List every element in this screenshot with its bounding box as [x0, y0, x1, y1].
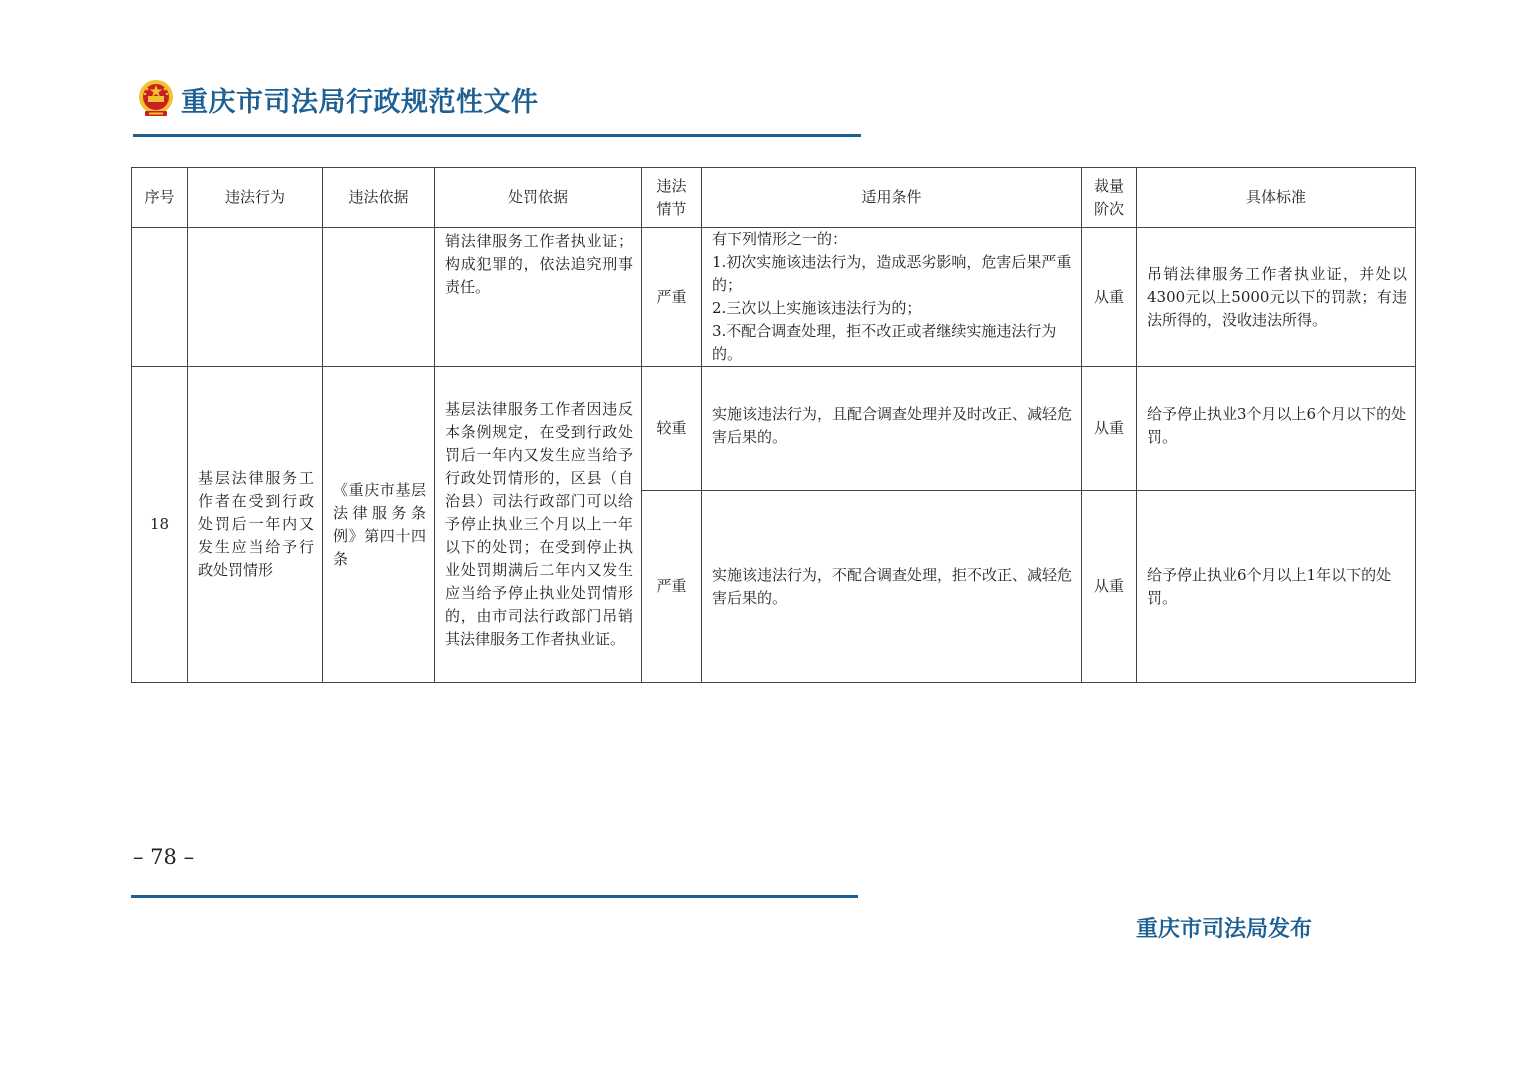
column-header: 适用条件	[702, 168, 1082, 228]
column-header: 序号	[132, 168, 188, 228]
page-number: – 78 –	[133, 845, 195, 869]
standard-cell: 给予停止执业6个月以上1年以下的处罚。	[1137, 491, 1416, 683]
column-header: 违法依据	[323, 168, 435, 228]
page-title: 重庆市司法局行政规范性文件	[181, 87, 539, 118]
standard-cell: 吊销法律服务工作者执业证，并处以4300元以上5000元以下的罚款；有违法所得的，没收违法所得。	[1137, 228, 1416, 367]
penalty-table	[131, 167, 1416, 683]
penalty-basis-cell: 基层法律服务工作者因违反本条例规定，在受到行政处罚后一年内又发生应当给予行政处罚情形的，区县（自治县）司法行政部门可以给予停止执业三个月以上一年以下的处罚；在受到停止执业处罚期满后二年内又发生应当给予停止执业处罚情形的，由市司法行政部门吊销其法律服务工作者执业证。	[435, 367, 642, 683]
level-cell: 从重	[1082, 228, 1137, 367]
row-number	[132, 228, 188, 367]
header-rule	[133, 134, 861, 137]
table-row	[132, 367, 1416, 491]
row-number: 18	[132, 367, 188, 683]
column-header: 违法行为	[188, 168, 323, 228]
national-emblem-icon	[137, 79, 175, 119]
legal-basis-cell: 《重庆市基层法律服务条例》第四十四条	[323, 367, 435, 683]
publisher: 重庆市司法局发布	[1136, 917, 1313, 942]
severity-cell: 较重	[642, 367, 702, 491]
column-header: 裁量阶次	[1082, 168, 1137, 228]
severity-cell: 严重	[642, 491, 702, 683]
severity-cell: 严重	[642, 228, 702, 367]
level-cell: 从重	[1082, 491, 1137, 683]
column-header: 处罚依据	[435, 168, 642, 228]
legal-basis-cell	[323, 228, 435, 367]
column-header: 具体标准	[1137, 168, 1416, 228]
conditions-cell: 有下列情形之一的： 1.初次实施该违法行为，造成恶劣影响，危害后果严重的； 2.三次以上实施该违法行为的； 3.不配合调查处理，拒不改正或者继续实施违法行为的。	[702, 228, 1082, 367]
level-cell: 从重	[1082, 367, 1137, 491]
column-header: 违法情节	[642, 168, 702, 228]
footer-rule	[131, 895, 858, 898]
violation-cell: 基层法律服务工作者在受到行政处罚后一年内又发生应当给予行政处罚情形	[188, 367, 323, 683]
conditions-cell: 实施该违法行为，不配合调查处理，拒不改正、减轻危害后果的。	[702, 491, 1082, 683]
violation-cell	[188, 228, 323, 367]
table-header-row	[132, 168, 1416, 228]
table-row	[132, 228, 1416, 367]
standard-cell: 给予停止执业3个月以上6个月以下的处罚。	[1137, 367, 1416, 491]
penalty-basis-cell: 销法律服务工作者执业证；构成犯罪的，依法追究刑事责任。	[435, 228, 642, 367]
conditions-cell: 实施该违法行为，且配合调查处理并及时改正、减轻危害后果的。	[702, 367, 1082, 491]
